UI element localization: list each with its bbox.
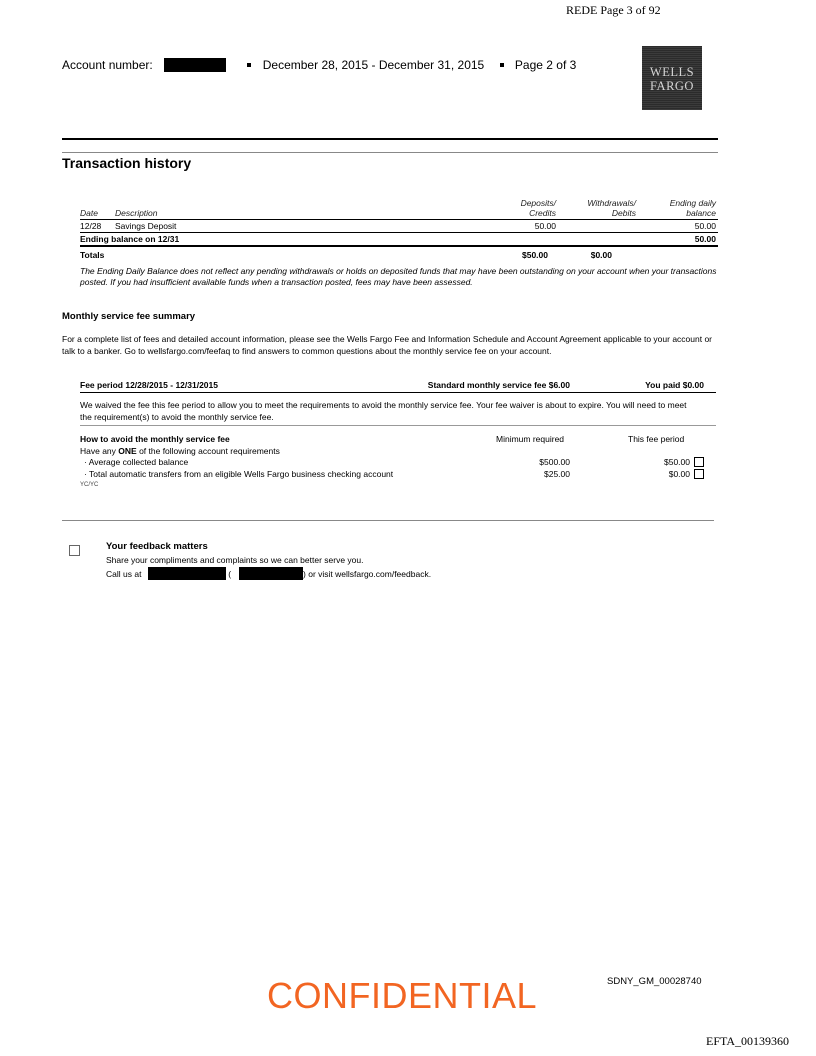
row-deposit: 50.00 [534,221,556,231]
section-separator [62,520,714,521]
transaction-history-title: Transaction history [62,155,192,171]
wells-fargo-logo [642,46,702,110]
page-reference: REDE Page 3 of 92 [566,3,661,17]
have-any-post: of the following account requirements [136,446,280,456]
row-description: Savings Deposit [115,221,177,231]
requirement-this-period: $50.00 [664,457,690,467]
call-suffix: ) or visit wellsfargo.com/feedback. [303,569,432,579]
fee-waiver-message: We waived the fee this fee period to allow you to meet the requirements to avoid the monthly service fee. Your fee waiver is about to expire. You will need to meet the requirement(s) to avoid the monthly service fee. [80,400,687,422]
col-header-ending-1: Ending daily [669,198,716,208]
col-header-withdrawals-1: Withdrawals/ [587,198,636,208]
account-number-redaction [164,58,226,72]
phone-redaction-2 [239,567,303,580]
paren-open: ( [228,569,232,579]
monthly-fee-title: Monthly service fee summary [62,311,196,322]
phone-redaction-1 [148,567,226,580]
col-header-date: Date [80,208,98,218]
ending-balance-label: Ending balance on 12/31 [80,234,180,244]
feedback-message: Share your compliments and complaints so we can better serve you. [106,555,364,565]
header-divider-thick [62,138,718,140]
header-divider-thin [62,152,718,153]
efta-number: EFTA_00139360 [706,1034,790,1048]
account-header-line [62,58,576,72]
row-date: 12/28 [80,221,102,231]
account-number-label: Account number: [62,58,153,72]
requirement-minimum: $25.00 [544,469,570,479]
ending-balance-value: 50.00 [694,234,716,244]
feedback-contact [106,567,431,580]
page-indicator: Page 2 of 3 [514,58,577,72]
col-header-ending-2: balance [686,208,716,218]
avoid-fee-header: How to avoid the monthly service fee [80,434,230,444]
bullet-icon [500,63,504,67]
have-any-requirement [80,446,280,456]
bates-number: SDNY_GM_00028740 [607,976,702,987]
monthly-fee-intro: For a complete list of fees and detailed account information, please see the Wells Fargo Fee and Information Schedule and Account Agreement applicable to your account or talk to a banker. Go to wellsfargo.com/feefaq to find answers to common questions about the monthly service fee on your account. [62,334,713,356]
col-header-description: Description [115,208,158,218]
bullet-icon [247,63,251,67]
logo-line-2: FARGO [650,79,694,93]
row-divider [80,232,718,233]
feedback-checkbox-icon [69,545,80,556]
col-header-deposits-1: Deposits/ [520,198,556,208]
checkbox-icon [694,457,704,467]
fee-header-divider [80,392,716,393]
totals-label: Totals [80,250,105,260]
col-header-deposits-2: Credits [529,208,556,218]
minimum-required-header: Minimum required [496,434,565,444]
you-paid: You paid $0.00 [645,380,704,390]
header-underline [80,219,718,220]
have-any-bold: ONE [118,446,137,456]
col-header-withdrawals-2: Debits [611,208,636,218]
feedback-title: Your feedback matters [106,541,208,552]
logo-line-1: WELLS [649,65,695,79]
requirement-label: · Average collected balance [84,457,189,467]
totals-divider [80,245,718,247]
totals-withdrawals: $0.00 [590,250,612,260]
have-any-pre: Have any [80,446,119,456]
ending-balance-note: The Ending Daily Balance does not reflect any pending withdrawals or holds on deposited funds that may have been outstanding on your account when your transactions posted. If you had insufficient available funds when a transaction posted, fees may have been assessed. [80,266,717,287]
fee-waiver-divider [80,425,716,426]
call-prefix: Call us at [106,569,142,579]
statement-period: December 28, 2015 - December 31, 2015 [262,58,485,72]
this-period-header: This fee period [628,434,685,444]
fee-period: Fee period 12/28/2015 - 12/31/2015 [80,380,218,390]
totals-deposits: $50.00 [522,250,548,260]
requirement-minimum: $500.00 [539,457,570,467]
checkbox-icon [694,469,704,479]
standard-fee: Standard monthly service fee $6.00 [427,380,570,390]
confidential-stamp: CONFIDENTIAL [267,975,538,1016]
requirement-this-period: $0.00 [668,469,690,479]
row-ending-balance: 50.00 [694,221,716,231]
requirement-label: · Total automatic transfers from an eligible Wells Fargo business checking account [84,469,394,479]
fee-code: YC/YC [80,482,99,488]
